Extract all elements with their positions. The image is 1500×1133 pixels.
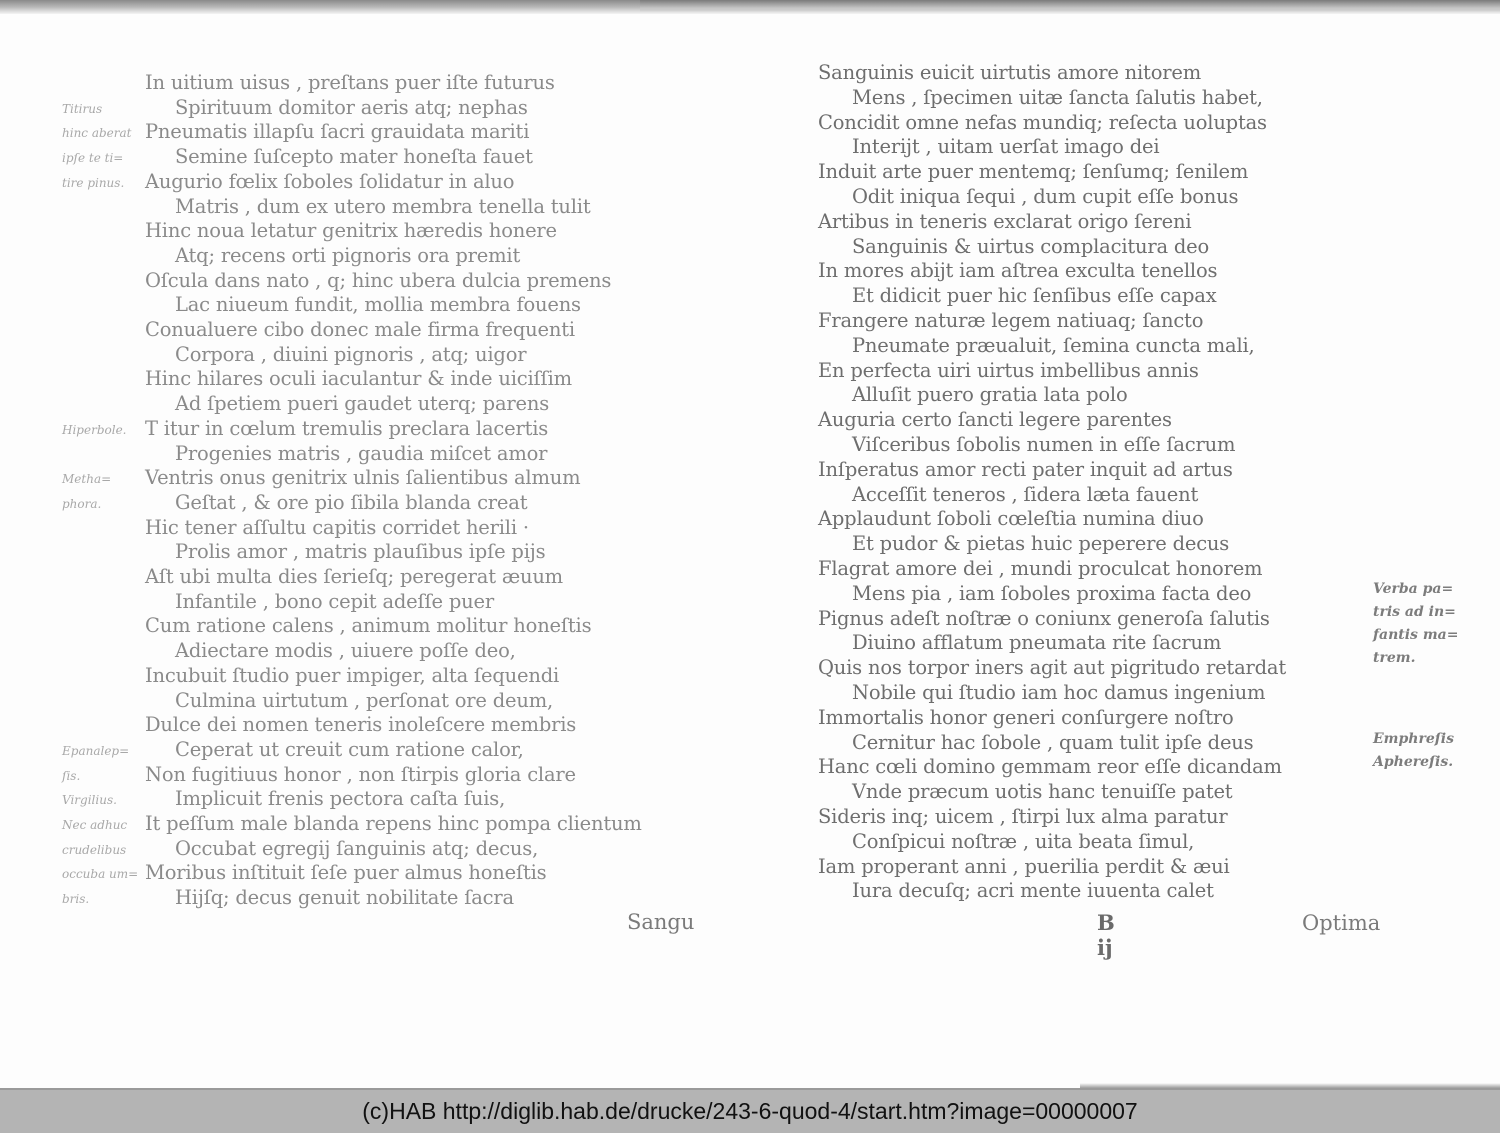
verse-line: Pneumate præualuit, ſemina cuncta mali,: [852, 333, 1255, 357]
verse-line: Induit arte puer mentemq; ſenſumq; ſenilem: [818, 160, 1249, 184]
verse-line: In mores abijt iam aſtrea exculta tenellos: [818, 259, 1218, 283]
verse-line: Odit iniqua ſequi , dum cupit eſſe bonus: [852, 185, 1239, 208]
margin-note: trem.: [1373, 650, 1416, 666]
copyright-footer: [0, 1088, 1500, 1133]
verse-line: Atq; recens orti pignoris ora premit: [175, 243, 521, 267]
verse-line: Iam properant anni , puerilia perdit & æui: [818, 854, 1230, 878]
verse-line: Ad ſpetiem pueri gaudet uterq; parens: [175, 392, 550, 416]
verse-line: Aſt ubi multa dies ſerieſq; peregerat æuum: [145, 565, 563, 588]
verse-line: Adiectare modis , uiuere poſſe deo,: [175, 639, 516, 663]
verse-line: Progenies matris , gaudia miſcet amor: [175, 441, 548, 465]
margin-note: Epanalep=: [62, 743, 130, 758]
verse-line: Flagrat amore dei , mundi proculcat honorem: [818, 557, 1263, 580]
margin-note: bris.: [62, 892, 90, 907]
verse-line: Sideris inq; uicem , ſtirpi lux alma paratur: [818, 805, 1228, 828]
verse-line: Ventris onus genitrix ulnis ſalientibus almum: [145, 466, 581, 490]
verse-line: Infantile , bono cepit adeſſe puer: [175, 589, 494, 613]
verse-line: Cum ratione calens , animum molitur honeſtis: [145, 614, 592, 638]
verse-line: Dulce dei nomen teneris inoleſcere membris: [145, 713, 577, 737]
catchword-left: Sangu: [627, 910, 695, 934]
margin-note: Metha=: [62, 472, 112, 487]
verse-line: Artibus in teneris exclarat origo ſereni: [818, 209, 1192, 233]
margin-note: ipſe te ti=: [62, 151, 124, 166]
verse-line: Hic tener aſſultu capitis corridet herili ·: [145, 515, 529, 539]
verse-line: Pneumatis illapſu ſacri grauidata mariti: [145, 120, 530, 144]
verse-line: Pignus adeſt noſtræ o coniunx generoſa ſalutis: [818, 606, 1270, 630]
verse-line: Immortalis honor generi conſurgere noſtro: [818, 705, 1234, 729]
verse-line: Nobile qui ſtudio iam hoc damus ingenium: [852, 681, 1266, 704]
margin-note: fantis ma=: [1373, 627, 1459, 643]
verse-line: Auguria certo ſancti legere parentes: [818, 408, 1172, 432]
verse-line: Ceperat ut creuit cum ratione calor,: [175, 737, 524, 761]
verse-line: Implicuit frenis pectora caſta ſuis,: [175, 787, 506, 811]
footer-url-text: (c)HAB http://diglib.hab.de/drucke/243-6-quod-4/start.htm?image=00000007: [362, 1098, 1138, 1124]
verse-line: Spirituum domitor aeris atq; nephas: [175, 95, 528, 119]
verse-line: Non fugitiuus honor , non ſtirpis gloria clare: [145, 762, 576, 786]
margin-note: Titirus: [62, 101, 103, 116]
verse-line: Mens pia , iam ſoboles proxima facta deo: [852, 581, 1252, 605]
verse-line: Prolis amor , matris plauſibus ipſe pijs: [175, 540, 546, 564]
verse-line: Frangere naturæ legem natiuaq; ſancto: [818, 309, 1204, 332]
verse-line: Oſcula dans nato , q; hinc ubera dulcia premens: [145, 268, 612, 292]
verse-line: Hanc cœli domino gemmam reor eſſe dicandam: [818, 755, 1282, 779]
margin-note: tire pinus.: [62, 175, 125, 190]
margin-note: occuba um=: [62, 867, 139, 882]
verse-line: Concidit omne nefas mundiq; reſecta uoluptas: [818, 110, 1267, 134]
verse-line: Conſpicui noſtræ , uita beata ſimul,: [852, 829, 1195, 853]
verse-line: Vnde præcum uotis hanc tenuiſſe patet: [852, 780, 1233, 804]
verse-line: Acceſſit teneros , ſidera læta fauent: [852, 482, 1199, 506]
verse-line: Augurio fœlix ſoboles ſolidatur in aluo: [145, 169, 515, 193]
margin-note: phora.: [62, 496, 102, 511]
verse-line: Lac niueum fundit, mollia membra fouens: [175, 293, 581, 317]
verse-line: Sanguinis & uirtus complacitura deo: [852, 234, 1210, 258]
verse-line: Hinc noua letatur genitrix hæredis honere: [145, 219, 557, 243]
verse-line: Occubat egregij ſanguinis atq; decus,: [175, 836, 539, 860]
verse-line: Culmina uirtutum , perſonat ore deum,: [175, 688, 554, 712]
verse-line: Diuino afflatum pneumata rite ſacrum: [852, 631, 1222, 655]
margin-note: Virgilius.: [62, 793, 117, 808]
margin-note: Hiperbole.: [62, 422, 127, 437]
verse-line: Sanguinis euicit uirtutis amore nitorem: [818, 61, 1201, 84]
verse-line: Iura decuſq; acri mente iuuenta calet: [852, 879, 1214, 903]
verse-line: En perfecta uiri uirtus imbellibus annis: [818, 358, 1199, 382]
verse-line: Matris , dum ex utero membra tenella tulit: [175, 194, 591, 218]
verse-line: Incubuit ſtudio puer impiger, alta ſequendi: [145, 663, 560, 687]
margin-note: Emphreſis: [1373, 731, 1454, 747]
verse-line: Inſperatus amor recti pater inquit ad artus: [818, 457, 1233, 481]
scan-top-edge: [0, 0, 1500, 14]
margin-note: Nec adhuc: [62, 818, 128, 832]
margin-note: tris ad in=: [1373, 604, 1456, 620]
verse-line: Quis nos torpor iners agit aut pigritudo retardat: [818, 656, 1286, 680]
verse-line: Hijſq; decus genuit nobilitate ſacra: [175, 886, 514, 910]
verse-line: Cernitur hac ſobole , quam tulit ipſe deus: [852, 730, 1254, 754]
margin-note: crudelibus: [62, 842, 127, 857]
verse-line: Moribus inſtituit ſeſe puer almus honeſtis: [145, 861, 547, 885]
verse-line: Alluſit puero gratia lata polo: [852, 383, 1128, 407]
verse-line: Conualuere cibo donec male firma frequenti: [145, 318, 575, 341]
margin-note: Aphereſis.: [1373, 754, 1454, 770]
margin-note: Verba pa=: [1373, 581, 1454, 597]
verse-line: It peſſum male blanda repens hinc pompa clientum: [145, 812, 642, 835]
verse-line: Mens , ſpecimen uitæ ſancta ſalutis habet,: [852, 85, 1263, 109]
verse-line: Applaudunt ſoboli cœleſtia numina diuo: [818, 507, 1204, 531]
verse-line: In uitium uisus , preſtans puer iſte futurus: [145, 71, 555, 94]
catchword-right: Optima: [1302, 911, 1381, 935]
margin-note: hinc aberat: [62, 126, 132, 141]
verse-line: Corpora , diuini pignoris , atq; uigor: [175, 342, 527, 366]
verse-line: Geſtat , & ore pio ſibila blanda creat: [175, 490, 528, 514]
verse-line: Et pudor & pietas huic peperere decus: [852, 532, 1230, 556]
signature-mark: B ij: [1097, 910, 1115, 960]
verse-line: Interijt , uitam uerſat imago dei: [852, 135, 1160, 159]
verse-line: Semine ſuſcepto mater honeſta fauet: [175, 145, 533, 169]
verse-line: Viſceribus ſobolis numen in eſſe ſacrum: [852, 433, 1236, 456]
verse-line: Et didicit puer hic ſenſibus eſſe capax: [852, 284, 1217, 308]
verse-line: T itur in cœlum tremulis preclara lacertis: [145, 416, 549, 440]
verse-line: Hinc hilares oculi iaculantur & inde uiciſſim: [145, 367, 572, 391]
margin-note: ſis.: [62, 768, 81, 783]
